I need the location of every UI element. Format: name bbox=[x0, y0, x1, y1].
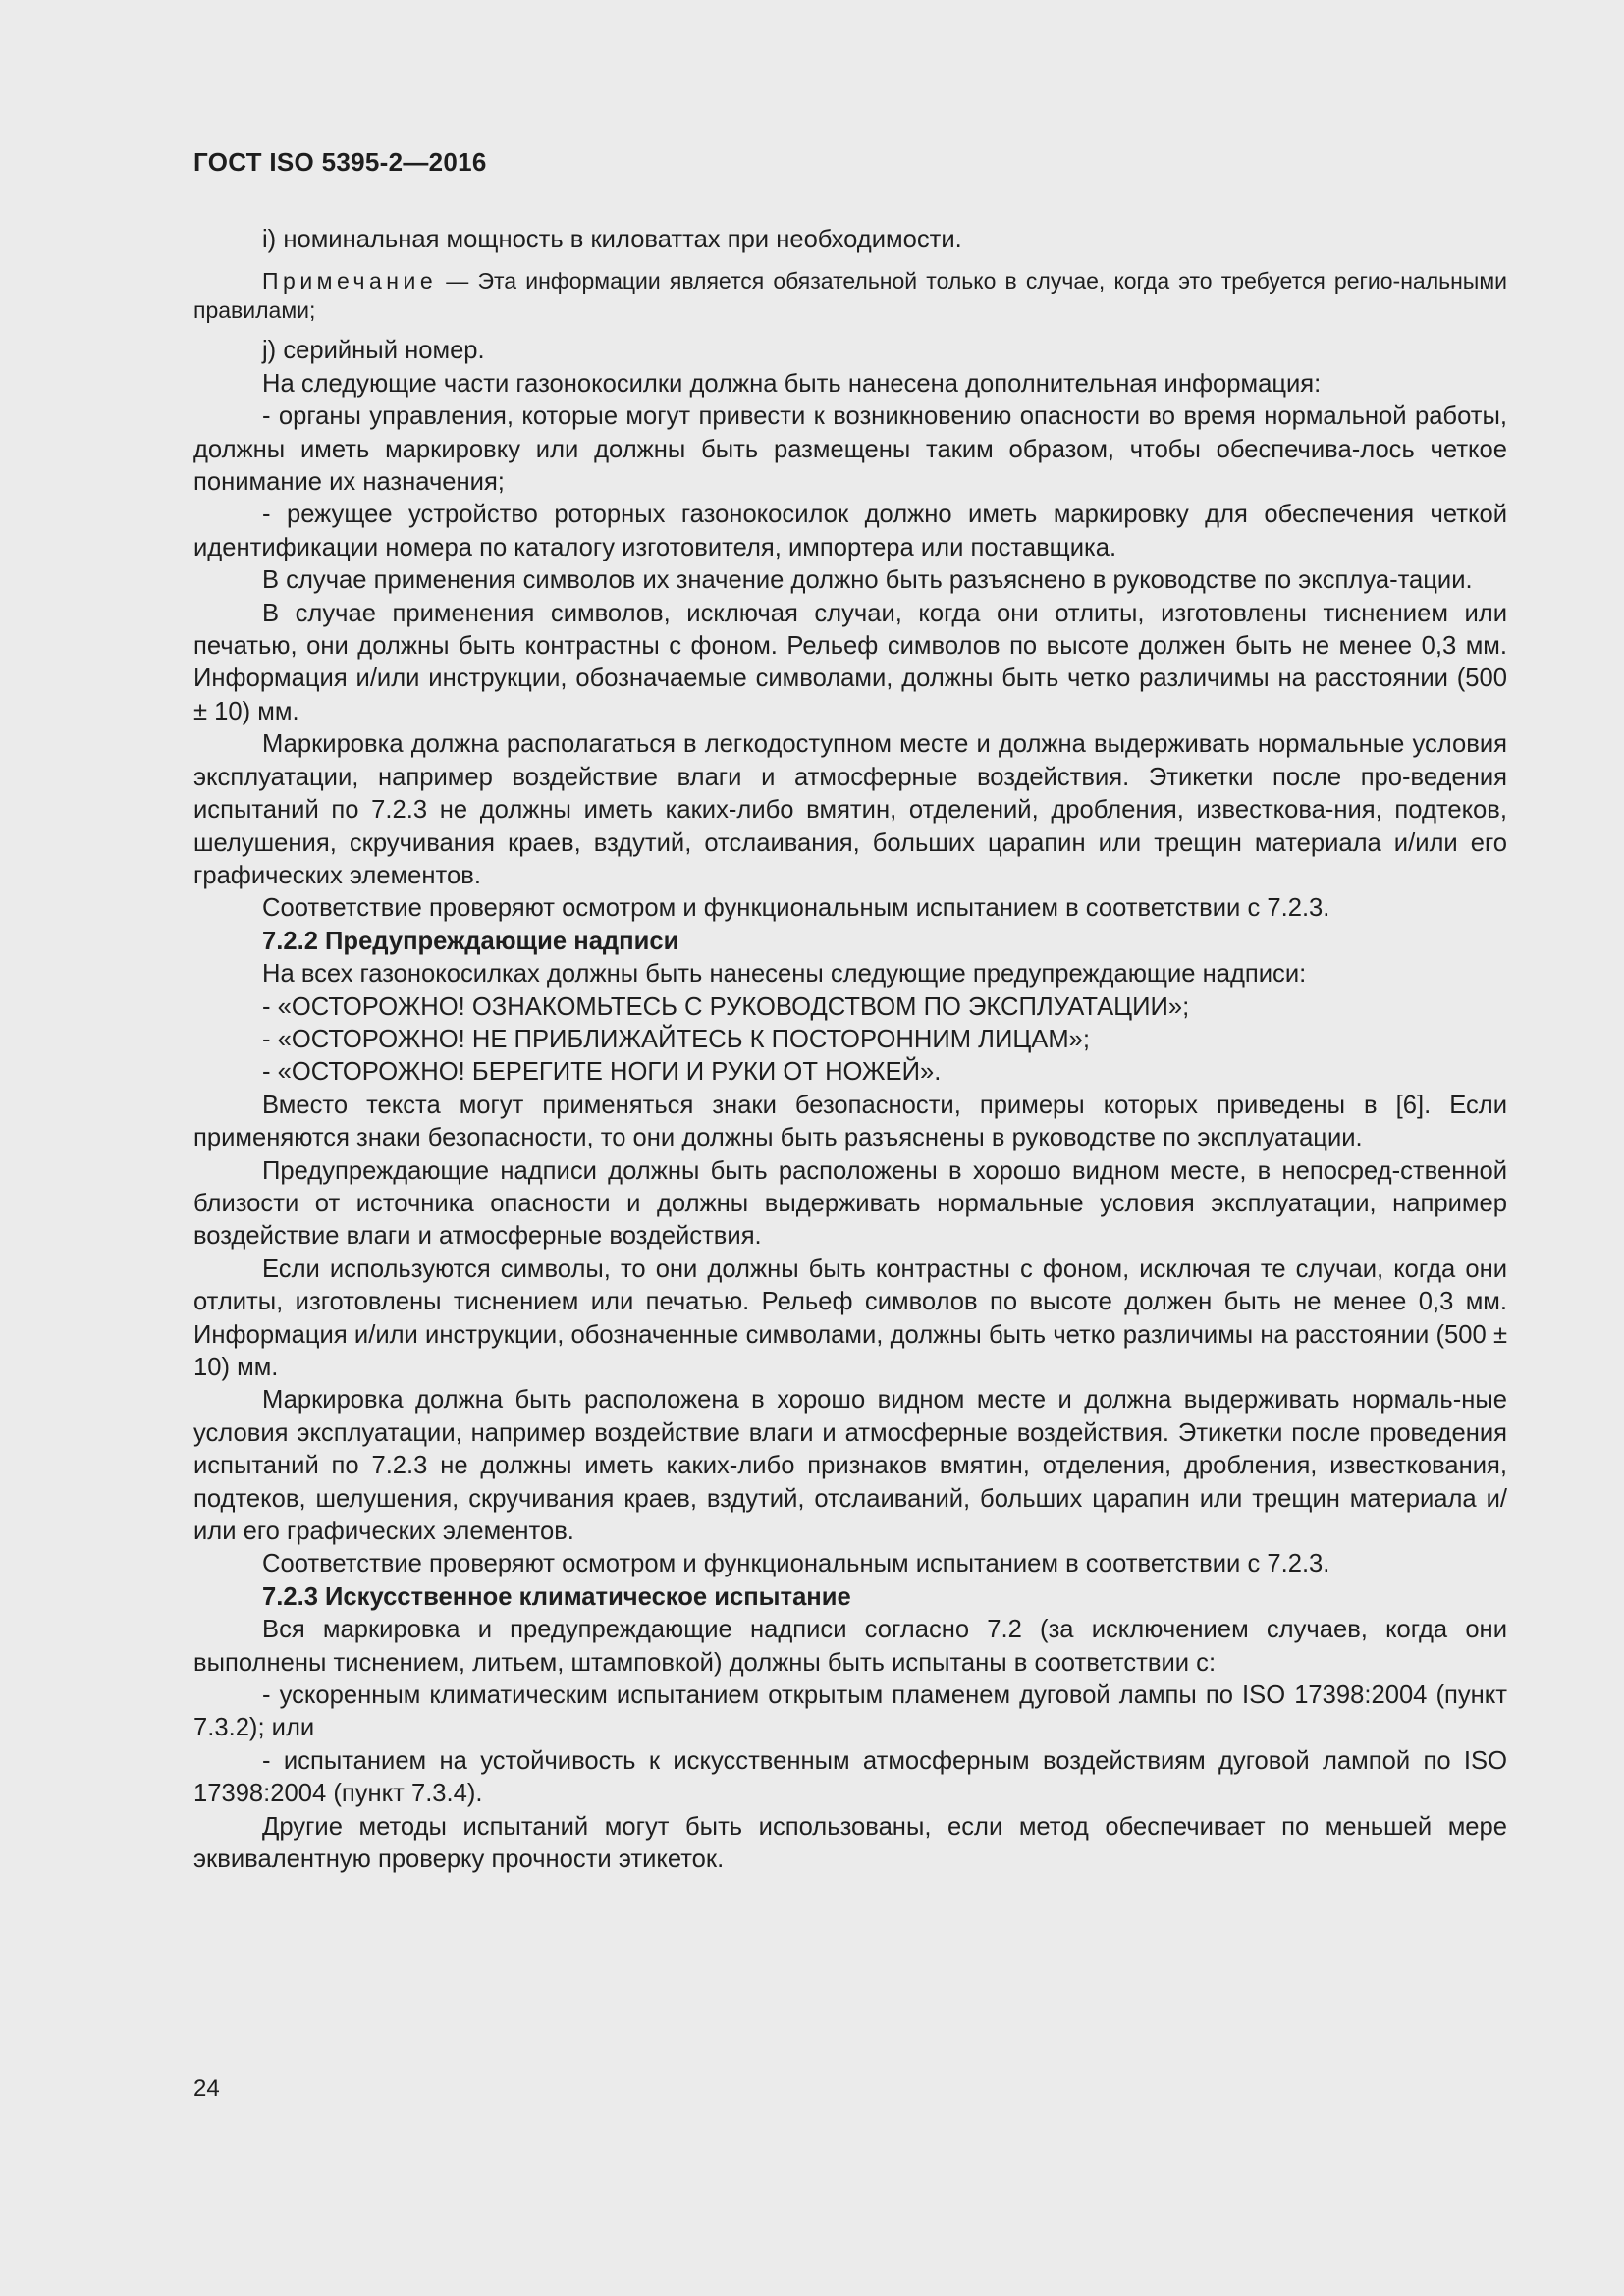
paragraph-all-marking: Вся маркировка и предупреждающие надписи согласно 7.2 (за исключением случаев, когда они выполнены тиснением, литьем, штамповкой) должны быть испытаны в соответствии с: bbox=[193, 1616, 1507, 1677]
note bbox=[193, 266, 1507, 325]
paragraph-resistance-test: - испытанием на устойчивость к искусственным атмосферным воздействиям дуговой лампой по ISO 17398:2004 (пункт 7.3.4). bbox=[193, 1746, 1507, 1808]
section-heading-7-2-3: 7.2.3 Искусственное климатическое испытание bbox=[262, 1582, 851, 1611]
paragraph-marking: Маркировка должна располагаться в легкодоступном месте и должна выдерживать нормальные условия эксплуатации, например воздействие влаги и атмосферные воздействия. Этикетки после про-ведения испытаний по 7.2.3 не должны иметь каких-либо вмятин, отделений, дробления, известкова-ния, подтеков, шелушения, скручивания краев, вздутий, отслаивания, больших царапин или трещин материала и/или его графических элементов. bbox=[193, 730, 1507, 889]
note-text: — Эта информации является обязательной только в случае, когда это требуется регио-нальными правилами; bbox=[193, 268, 1507, 324]
document-body bbox=[193, 224, 1507, 1877]
paragraph-accelerated-test: - ускоренным климатическим испытанием открытым пламенем дуговой лампы по ISO 17398:2004 (пункт 7.3.2); или bbox=[193, 1682, 1507, 1742]
paragraph-all-mowers: На всех газонокосилках должны быть нанесены следующие предупреждающие надписи: bbox=[262, 960, 1307, 988]
paragraph-warning-location: Предупреждающие надписи должны быть расположены в хорошо видном месте, в непосред-ственной близости от источника опасности и должны выдерживать нормальные условия эксплуатации, например воздействие влаги и атмосферные воздействия. bbox=[193, 1156, 1507, 1251]
paragraph-compliance: Соответствие проверяют осмотром и функциональным испытанием в соответствии с 7.2.3. bbox=[262, 894, 1330, 923]
paragraph-compliance-2: Соответствие проверяют осмотром и функциональным испытанием в соответствии с 7.2.3. bbox=[262, 1550, 1330, 1578]
paragraph-symbols-contrast: В случае применения символов, исключая случаи, когда они отлиты, изготовлены тиснением или печатью, они должны быть контрастны с фоном. Рельеф символов по высоте должен быть не менее 0,3 мм. Информация и/или инструкции, обозначаемые символами, должны быть четко различимы на расстоянии (500 ± 10) мм. bbox=[193, 599, 1507, 725]
warning-item-2: - «ОСТОРОЖНО! НЕ ПРИБЛИЖАЙТЕСЬ К ПОСТОРОННИМ ЛИЦАМ»; bbox=[262, 1025, 1091, 1053]
document-header: ГОСТ ISO 5395-2—2016 bbox=[193, 147, 487, 177]
section-heading-7-2-2: 7.2.2 Предупреждающие надписи bbox=[262, 927, 679, 955]
paragraph-symbols-manual: В случае применения символов их значение должно быть разъяснено в руководстве по эксплуа-тации. bbox=[262, 566, 1473, 595]
note-label: Примечание bbox=[262, 268, 438, 294]
paragraph-controls: - органы управления, которые могут привести к возникновению опасности во время нормальной работы, должны иметь маркировку или должны быть размещены таким образом, чтобы обеспечива-лось четкое понимание их назначения; bbox=[193, 402, 1507, 497]
warning-item-3: - «ОСТОРОЖНО! БЕРЕГИТЕ НОГИ И РУКИ ОТ НОЖЕЙ». bbox=[262, 1058, 942, 1087]
paragraph-safety-signs: Вместо текста могут применяться знаки безопасности, примеры которых приведены в [6]. Если применяются знаки безопасности, то они должны быть разъяснены в руководстве по эксплуатации. bbox=[193, 1091, 1507, 1152]
paragraph-extra-info: На следующие части газонокосилки должна быть нанесена дополнительная информация: bbox=[262, 369, 1322, 398]
paragraph-other-methods: Другие методы испытаний могут быть использованы, если метод обеспечивает по меньшей мере эквивалентную проверку прочности этикеток. bbox=[193, 1812, 1507, 1874]
paragraph-cutting-device: - режущее устройство роторных газонокосилок должно иметь маркировку для обеспечения четкой идентификации номера по каталогу изготовителя, импортера или поставщика. bbox=[193, 501, 1507, 561]
list-item-j: j) серийный номер. bbox=[262, 337, 485, 365]
warning-item-1: - «ОСТОРОЖНО! ОЗНАКОМЬТЕСЬ С РУКОВОДСТВОМ ПО ЭКСПЛУАТАЦИИ»; bbox=[262, 992, 1190, 1021]
paragraph-marking-2: Маркировка должна быть расположена в хорошо видном месте и должна выдерживать нормаль-ные условия эксплуатации, например воздействие влаги и атмосферные воздействия. Этикетки после проведения испытаний по 7.2.3 не должны иметь каких-либо признаков вмятин, отделения, дробления, известкования, подтеков, шелушения, скручивания краев, вздутий, отслаиваний, больших царапин или трещин материала и/или его графических элементов. bbox=[193, 1386, 1507, 1546]
list-item-i: i) номинальная мощность в киловаттах при необходимости. bbox=[262, 226, 962, 253]
paragraph-if-symbols: Если используются символы, то они должны быть контрастны с фоном, исключая те случаи, когда они отлиты, изготовлены тиснением или печатью. Рельеф символов по высоте должен быть не менее 0,3 мм. Информация и/или инструкции, обозначенные символами, должны быть четко различимы на расстоянии (500 ± 10) мм. bbox=[193, 1255, 1507, 1381]
page-number: 24 bbox=[193, 2075, 220, 2102]
